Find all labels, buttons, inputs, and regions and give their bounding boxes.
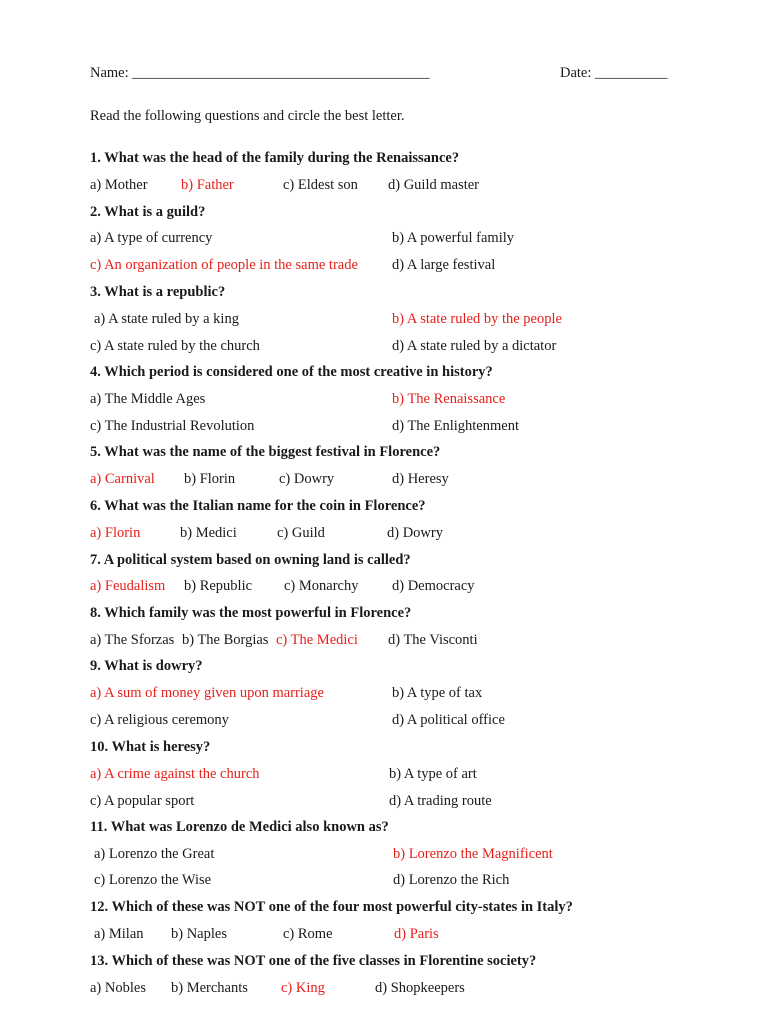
answer-option: a) Lorenzo the Great <box>94 846 215 862</box>
answer-option: b) Florin <box>184 471 236 487</box>
question-text: 8. Which family was the most powerful in Florence? <box>90 605 412 621</box>
answer-option: a) A type of currency <box>90 230 213 246</box>
answer-option: d) A political office <box>392 712 505 728</box>
question-text: 3. What is a republic? <box>90 284 226 300</box>
question-text: 12. Which of these was NOT one of the four most powerful city-states in Italy? <box>90 899 573 915</box>
answer-option-correct: b) A state ruled by the people <box>392 311 562 327</box>
question-text: 1. What was the head of the family during the Renaissance? <box>90 150 460 166</box>
answer-option: c) Rome <box>283 926 333 942</box>
date-line: Date: __________ <box>560 65 668 81</box>
answer-option: a) Mother <box>90 177 148 193</box>
answer-option-correct: a) Florin <box>90 525 141 541</box>
answer-option: b) Medici <box>180 525 237 541</box>
answer-option: d) A large festival <box>392 257 496 273</box>
answer-option: b) A powerful family <box>392 230 515 246</box>
answer-option-correct: c) The Medici <box>276 632 358 648</box>
answer-option: c) A popular sport <box>90 793 195 809</box>
answer-option: a) The Sforzas <box>90 632 175 648</box>
answer-option: c) A religious ceremony <box>90 712 229 728</box>
answer-option: d) A state ruled by a dictator <box>392 338 557 354</box>
answer-option: c) A state ruled by the church <box>90 338 260 354</box>
question-text: 10. What is heresy? <box>90 739 211 755</box>
answer-option-correct: c) An organization of people in the same trade <box>90 257 358 273</box>
answer-option: b) Republic <box>184 578 253 594</box>
answer-option-correct: b) The Renaissance <box>392 391 506 407</box>
name-line: Name: _________________________________________ <box>90 65 430 81</box>
answer-option-correct: c) King <box>281 980 325 996</box>
answer-option: d) Dowry <box>387 525 443 541</box>
answer-option: c) Eldest son <box>283 177 358 193</box>
instructions: Read the following questions and circle the best letter. <box>90 108 405 124</box>
question-text: 6. What was the Italian name for the coin in Florence? <box>90 498 426 514</box>
answer-option: d) Lorenzo the Rich <box>393 872 510 888</box>
answer-option: d) Heresy <box>392 471 449 487</box>
question-text: 9. What is dowry? <box>90 658 203 674</box>
answer-option: b) The Borgias <box>182 632 269 648</box>
answer-option: c) The Industrial Revolution <box>90 418 255 434</box>
answer-option: b) A type of art <box>389 766 477 782</box>
answer-option: c) Dowry <box>279 471 335 487</box>
answer-option-correct: a) Carnival <box>90 471 155 487</box>
question-text: 13. Which of these was NOT one of the five classes in Florentine society? <box>90 953 537 969</box>
answer-option: d) The Enlightenment <box>392 418 519 434</box>
answer-option: b) Merchants <box>171 980 248 996</box>
answer-option: d) Shopkeepers <box>375 980 465 996</box>
answer-option: c) Monarchy <box>284 578 359 594</box>
answer-option-correct: a) A crime against the church <box>90 766 260 782</box>
answer-option: a) Milan <box>94 926 144 942</box>
question-text: 11. What was Lorenzo de Medici also known as? <box>90 819 389 835</box>
answer-option: d) The Visconti <box>388 632 478 648</box>
answer-option: c) Guild <box>277 525 325 541</box>
answer-option: d) Democracy <box>392 578 475 594</box>
question-text: 4. Which period is considered one of the most creative in history? <box>90 364 493 380</box>
answer-option: d) A trading route <box>389 793 492 809</box>
answer-option: d) Guild master <box>388 177 480 193</box>
answer-option: b) Naples <box>171 926 227 942</box>
question-text: 2. What is a guild? <box>90 204 206 220</box>
question-text: 7. A political system based on owning land is called? <box>90 552 411 568</box>
answer-option: c) Lorenzo the Wise <box>94 872 212 888</box>
question-text: 5. What was the name of the biggest festival in Florence? <box>90 444 441 460</box>
answer-option-correct: b) Father <box>181 177 234 193</box>
answer-option: a) A state ruled by a king <box>94 311 239 327</box>
answer-option-correct: d) Paris <box>394 926 439 942</box>
answer-option-correct: a) A sum of money given upon marriage <box>90 685 324 701</box>
answer-option: a) The Middle Ages <box>90 391 206 407</box>
answer-option: a) Nobles <box>90 980 146 996</box>
answer-option-correct: b) Lorenzo the Magnificent <box>393 846 553 862</box>
answer-option: b) A type of tax <box>392 685 483 701</box>
answer-option-correct: a) Feudalism <box>90 578 166 594</box>
